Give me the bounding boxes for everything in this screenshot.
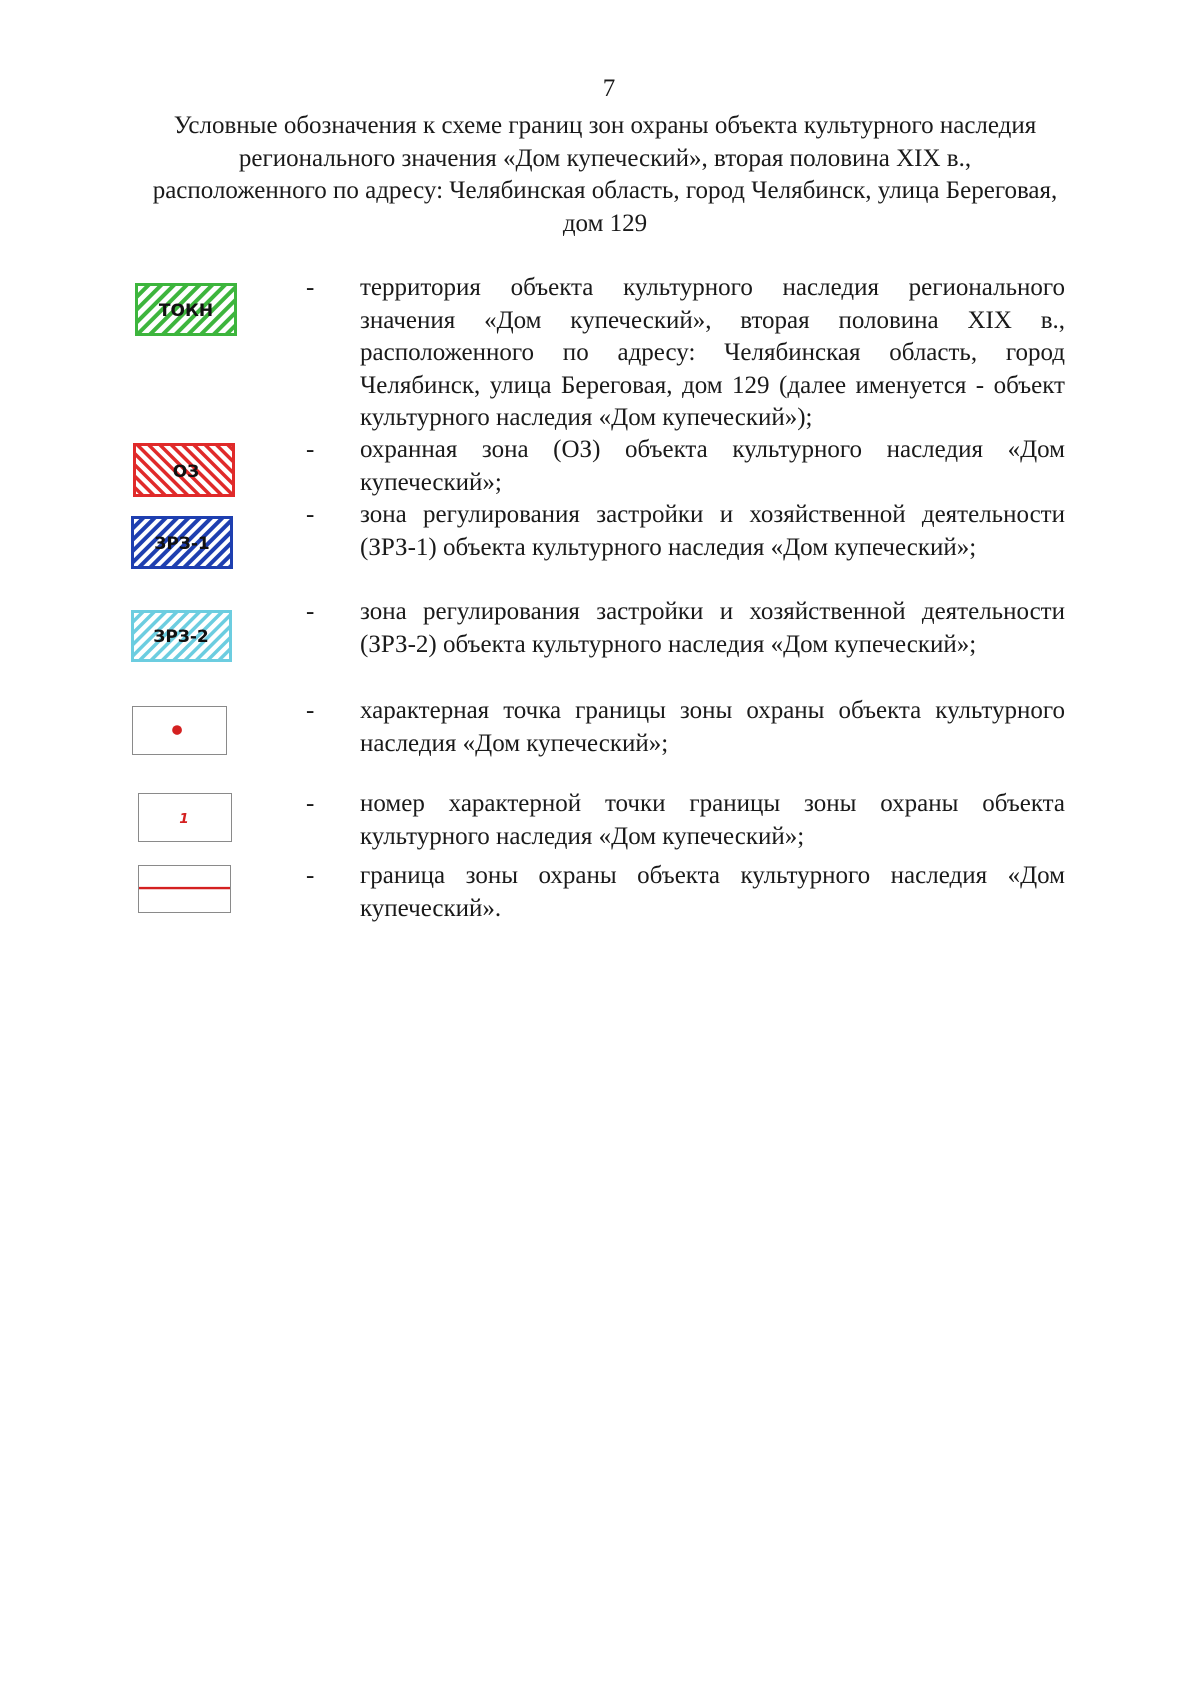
boundary-point-swatch — [132, 706, 227, 755]
legend-dash: - — [306, 501, 315, 528]
legend-dash: - — [306, 598, 315, 625]
legend-description: номер характерной точки границы зоны охраны объекта культурного наследия «Дом купеческий»; — [360, 790, 1065, 850]
legend-dash: - — [306, 436, 315, 463]
zrz2-hatch-graphic — [131, 610, 232, 662]
red-dot-icon — [172, 725, 182, 735]
legend-description: граница зоны охраны объекта культурного наследия «Дом купеческий». — [360, 862, 1065, 922]
point-number-label: 1 — [179, 810, 189, 827]
legend-description: зона регулирования застройки и хозяйственной деятельности (ЗРЗ-2) объекта культурного наследия «Дом купеческий»; — [360, 598, 1065, 658]
legend-dash: - — [306, 697, 315, 724]
zrz1-hatch-swatch — [131, 516, 233, 569]
boundary-line-graphic — [139, 866, 230, 912]
zrz1-swatch-label: ЗРЗ-1 — [154, 534, 210, 554]
oz-hatch-graphic — [133, 443, 235, 497]
page-title: Условные обозначения к схеме границ зон охраны объекта культурного наследия регионального значения «Дом купеческий», вторая половина XIX в., расположенного по адресу: Челябинская область, город Челябинск, улица Береговая, дом 129 — [152, 112, 1058, 237]
legend-description: характерная точка границы зоны охраны объекта культурного наследия «Дом купеческий»; — [360, 697, 1065, 757]
point-number-swatch — [138, 793, 232, 842]
legend-dash: - — [306, 862, 315, 889]
tokn-hatch-graphic — [135, 283, 237, 336]
legend-dash: - — [306, 274, 315, 301]
oz-hatch-swatch — [133, 443, 235, 497]
legend-dash: - — [306, 790, 315, 817]
legend-description: зона регулирования застройки и хозяйственной деятельности (ЗРЗ-1) объекта культурного наследия «Дом купеческий»; — [360, 501, 1065, 561]
tokn-hatch-swatch — [135, 283, 237, 336]
point-number-graphic — [139, 794, 231, 841]
boundary-point-graphic — [133, 707, 226, 754]
page-number: 7 — [602, 75, 616, 102]
zrz2-swatch-label: ЗРЗ-2 — [153, 627, 209, 647]
tokn-swatch-label: ТОКН — [158, 301, 214, 321]
zrz1-hatch-graphic — [131, 516, 233, 569]
zrz2-hatch-swatch — [131, 610, 232, 662]
oz-swatch-label: ОЗ — [172, 462, 200, 482]
legend-description: территория объекта культурного наследия регионального значения «Дом купеческий», вторая половина XIX в., расположенного по адресу: Челябинская область, город Челябинск, улица Береговая, дом 129 (далее именуется - объект культурного наследия «Дом купеческий»); — [360, 274, 1065, 431]
boundary-line-swatch — [138, 865, 231, 913]
legend-description: охранная зона (ОЗ) объекта культурного наследия «Дом купеческий»; — [360, 436, 1065, 496]
